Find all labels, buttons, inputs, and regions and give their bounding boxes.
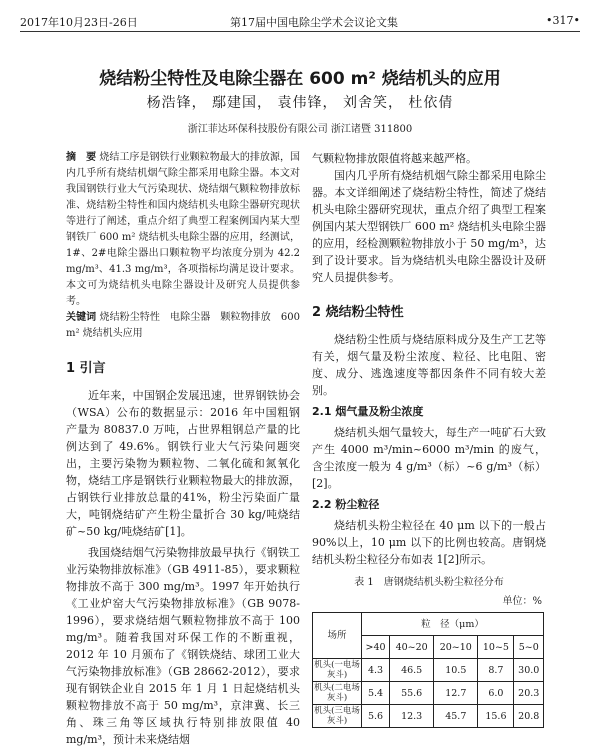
table-bin: 20~10 [434,636,478,659]
keywords-label: 关键词 [66,312,97,323]
table-cell: 20.8 [514,705,544,728]
section-2-2-paragraph: 烧结机头粉尘粒径在 40 μm 以下的一般占 90%以上，10 μm 以下的比例也较高。唐钢烧结机头粉尘粒径分布如表 1[2]所示。 [312,519,546,566]
abstract-text: 烧结工序是钢铁行业颗粒物最大的排放源，国内几乎所有烧结机烟气除尘都采用电除尘器。本文对我国钢铁行业大气污染现状、烧结烟气颗粒物排放标准、烧结粉尘特性和国内烧结机头电除尘器研究现状等进行了阐述，重点介绍了典型工程案例国内某大型钢铁厂 600 m² 烧结机头电除尘器的应用，经测试，1#、2#电除尘器出口颗粒物平均浓度分别为 42.2 mg/m³、41.3 mg/m³，各项指标均满足设计要求。本文可为烧结机头电除尘器设计及研究人员提供参考。 [66,152,300,307]
intro-paragraph-3: 国内几乎所有烧结机烟气除尘都采用电除尘器。本文详细阐述了烧结粉尘特性，简述了烧结机头电除尘器研究现状，重点介绍了典型工程案例国内某大型钢铁厂 600 m² 烧结机头电除尘器的应用，经检测颗粒物排放小于 50 mg/m³，达到了设计要求。旨为烧结机头电除尘器设计及研究人员提供参考。 [312,169,546,284]
paper-title: 烧结粉尘特性及电除尘器在 600 m² 烧结机头的应用 [99,69,501,89]
table-cell: 12.3 [390,705,434,728]
abstract-label: 摘 要 [66,152,97,163]
table-caption: 表 1 唐钢烧结机头粉尘粒径分布 [354,577,504,588]
header-divider [20,31,580,32]
section-2-1-paragraph: 烧结机头烟气量较大，每生产一吨矿石大致产生 4000 m³/min~6000 m³/min 的废气，含尘浓度一般为 4 g/m³（标）~6 g/m³（标）[2]。 [312,426,546,490]
table-bin: >40 [362,636,390,659]
table-cell: 15.6 [478,705,514,728]
table-cell: 45.7 [434,705,478,728]
table-row [313,659,544,682]
table-cell: 55.6 [390,682,434,705]
table-unit: 单位：% [502,596,542,607]
table-bin: 40~20 [390,636,434,659]
table-cell: 46.5 [390,659,434,682]
table-cell: 6.0 [478,682,514,705]
table-cell: 10.5 [434,659,478,682]
header-conference: 第17届中国电除尘学术会议论文集 [230,16,398,29]
header-page-number: •317• [546,14,580,27]
section-2-paragraph: 烧结粉尘性质与烧结原料成分及生产工艺等有关，烟气量及粉尘浓度、粒径、比电阻、密度、成分、逃逸速度等都因条件不同有较大差别。 [312,333,546,397]
continued-paragraph: 气颗粒物排放限值将越来越严格。 [312,152,477,165]
particle-size-table [312,612,544,728]
table-cell-site: 机头(一电场灰斗) [314,660,360,680]
section-2-heading: 2 烧结粉尘特性 [312,305,404,320]
table-cell: 5.4 [362,682,390,705]
table-bin: 5~0 [514,636,544,659]
table-cell: 5.6 [362,705,390,728]
section-2-2-heading: 2.2 粉尘粒径 [312,498,380,511]
table-header-size: 粒 径（μm） [362,613,544,636]
keywords [66,310,300,342]
table-cell-site: 机头(三电场灰斗) [314,706,360,726]
section-1-paragraph-1: 近年来，中国钢企发展迅速，世界钢铁协会（WSA）公布的数据显示：2016 年中国粗钢产量为 80837.0 万吨，占世界粗钢总产量的比例达到了 49.6%。钢铁行业大气污染问题突出，主要污染物为颗粒物、二氧化硫和氮氧化物，烧结工序是钢铁行业颗粒物最大的排放源，占钢铁行业排放总量的41%，粉尘污染面广量大，吨钢烧结矿产生粉尘量折合 30 kg/吨烧结矿~50 kg/吨烧结矿[1]。 [66,389,300,538]
table-cell: 30.0 [514,659,544,682]
section-2-1-heading: 2.1 烟气量及粉尘浓度 [312,405,424,418]
keywords-text: 烧结粉尘特性 电除尘器 颗粒物排放 600 m² 烧结机头应用 [66,312,300,339]
paper-affiliation: 浙江菲达环保科技股份有限公司 浙江诸暨 311800 [187,124,413,135]
section-1-paragraph-2: 我国烧结烟气污染物排放最早执行《钢铁工业污染物排放标准》（GB 4911-85），要求颗粒物排放不高于 300 mg/m³。1997 年开始执行《工业炉窑大气污染物排放标准》（GB 9078-1996），要求烧结烟气颗粒物排放不高于 100 mg/m³。随着我国对环保工作的不断重视，2012 年 10 月颁布了《钢铁烧结、球团工业大气污染物排放标准》（GB 28662-2012），要求现有钢铁企业自 2015 年 1 月 1 日起烧结机头颗粒物排放不高于 50 mg/m³，京津冀、长三角、珠三角等区域执行特别排放限值 40 mg/m³，预计未来烧结烟 [66,546,300,746]
table-row [313,682,544,705]
table-row [313,705,544,728]
abstract [66,150,300,310]
section-1-heading: 1 引言 [66,361,106,376]
table-bin: 10~5 [478,636,514,659]
running-header [20,10,580,32]
table-cell: 12.7 [434,682,478,705]
right-column [312,150,546,728]
table-header-site: 场所 [313,613,362,659]
header-date: 2017年10月23日-26日 [20,16,138,29]
paper-authors: 杨浩锋， 鄢建国， 袁伟锋， 刘舍笑， 杜依倩 [146,95,454,111]
table-cell: 4.3 [362,659,390,682]
left-column [66,150,300,748]
table-cell: 20.3 [514,682,544,705]
table-cell-site: 机头(二电场灰斗) [314,683,360,703]
table-cell: 8.7 [478,659,514,682]
